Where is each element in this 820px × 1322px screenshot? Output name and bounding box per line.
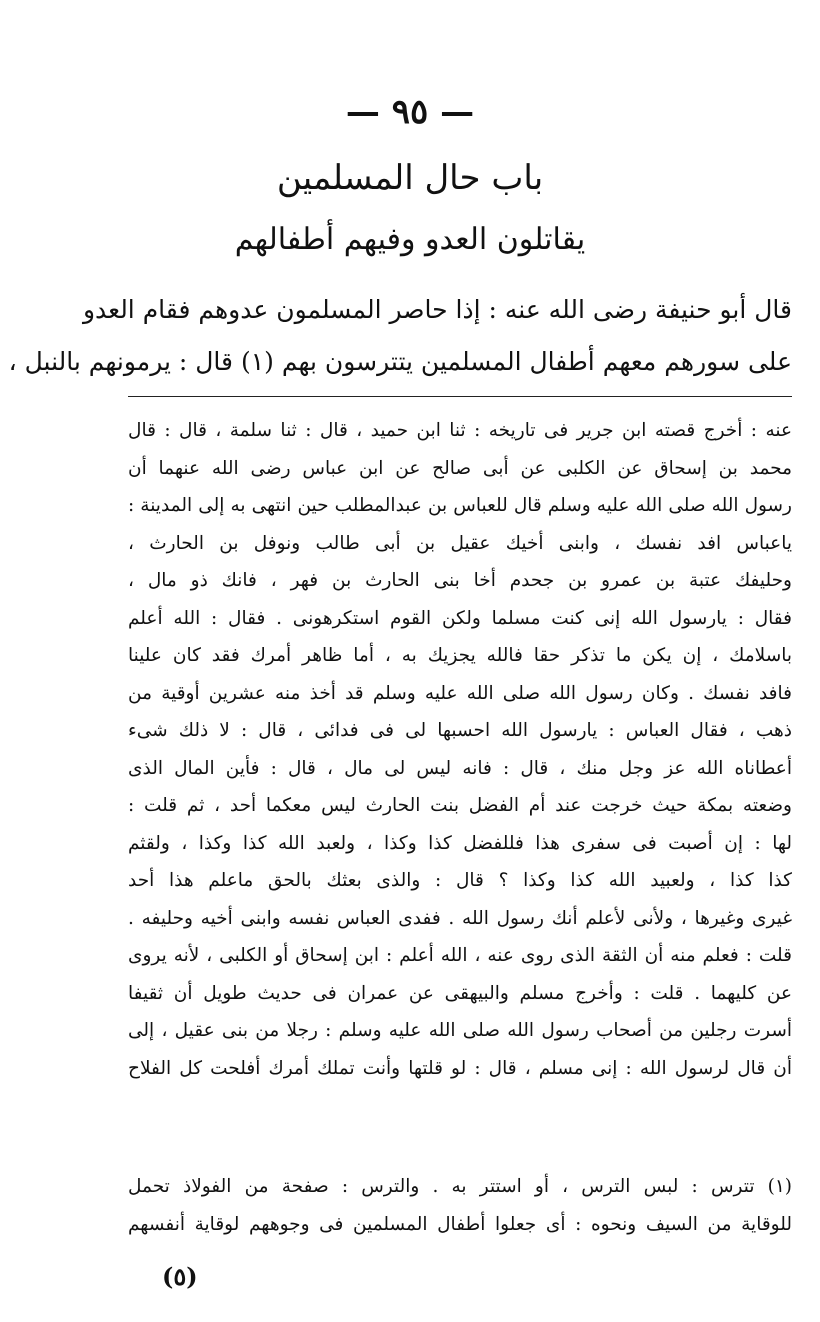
footnote-line: للوقاية من السيف ونحوه : أى جعلوا أطفال المسلمين فى وجوههم لوقاية أنفسهم [128, 1213, 792, 1235]
footnote-text [128, 1168, 792, 1243]
notes-line: فافد نفسك . وكان رسول الله صلى الله عليه وسلم قد أخذ منه عشرين أوقية من [128, 682, 792, 704]
page-number: — ٩٥ — [345, 92, 475, 132]
chapter-title: باب حال المسلمين [276, 158, 544, 198]
notes-line: أسرت رجلين من أصحاب رسول الله صلى الله عليه وسلم : رجلا من بنى عقيل ، إلى [128, 1020, 792, 1041]
notes-line: محمد بن إسحاق عن الكلبى عن أبى صالح عن ابن عباس رضى الله عنهما أن [128, 457, 792, 479]
notes-line: أعطاناه الله عز وجل منك ، قال : فانه ليس لى مال ، قال : فأين المال الذى [128, 757, 792, 779]
main-text [8, 284, 792, 388]
main-text-line: على سورهم معهم أطفال المسلمين يتترسون بهم (١) قال : يرمونهم بالنبل ، [8, 347, 792, 376]
signature-mark: (٥) [162, 1262, 198, 1291]
notes-line: كذا كذا ، ولعبيد الله كذا وكذا ؟ قال : والذى بعثك بالحق ماعلم هذا أحد [128, 870, 792, 891]
notes-line: عنه : أخرج قصته ابن جرير فى تاريخه : ثنا ابن حميد ، قال : ثنا سلمة ، قال : قال [128, 420, 792, 441]
notes-line: قلت : فعلم منه أن الثقة الذى روى عنه ، الله أعلم : ابن إسحاق أو الكلبى ، لأنه يروى [128, 945, 792, 966]
notes-line: عن كليهما . قلت : وأخرج مسلم والبيهقى عن عمران فى حديث طويل أن ثقيفا [128, 982, 792, 1004]
notes-line: لها : إن أصبت فى سفرى هذا فللفضل كذا وكذا ، ولعبد الله كذا وكذا ، ولقثم [128, 832, 792, 854]
notes-line: وضعته بمكة حيث خرجت عند أم الفضل بنت الحارث ليس معكما أحد ، ثم قلت : [128, 795, 792, 816]
footnote-line: (١) تترس : لبس الترس ، أو استتر به . والترس : صفحة من الفولاذ تحمل [128, 1176, 792, 1197]
notes-line: ياعباس افد نفسك ، وابنى أخيك عقيل بن أبى طالب ونوفل بن الحارث ، [128, 532, 792, 554]
divider-line [128, 396, 792, 397]
chapter-subtitle: يقاتلون العدو وفيهم أطفالهم [234, 222, 586, 257]
main-text-line: قال أبو حنيفة رضى الله عنه : إذا حاصر المسلمون عدوهم فقام العدو [82, 295, 792, 324]
notes-line: غيرى وغيرها ، ولأنى لأعلم أنك رسول الله . ففدى العباس نفسه وابنى أخيه وحليفه . [128, 907, 792, 929]
notes-line: أن قال لرسول الله : إنى مسلم ، قال : لو قلتها وأنت تملك أمرك أفلحت كل الفلاح [128, 1057, 792, 1079]
notes-line: باسلامك ، إن يكن ما تذكر حقا فالله يجزيك به ، أما ظاهر أمرك فقد كان علينا [128, 645, 792, 666]
notes-text [128, 412, 792, 1087]
notes-line: رسول الله صلى الله عليه وسلم قال للعباس بن عبدالمطلب حين انتهى به إلى المدينة : [128, 495, 792, 516]
notes-line: ذهب ، فقال العباس : يارسول الله احسبها لى فى فدائى ، قال : لا ذلك شىء [128, 720, 792, 741]
notes-line: فقال : يارسول الله إنى كنت مسلما ولكن القوم استكرهونى . فقال : الله أعلم [128, 607, 792, 629]
notes-line: وحليفك عتبة بن عمرو بن جحدم أخا بنى الحارث بن فهر ، فانك ذو مال ، [128, 570, 792, 591]
